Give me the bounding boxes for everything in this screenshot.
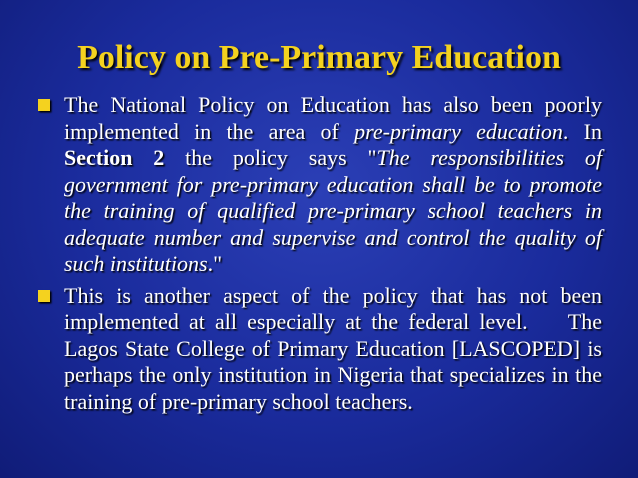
policy-quote: The responsibilities of government for pre-primary education shall be to promote the training of qualified pre-primary school teachers in adequate number and supervise and control the quality of such institutions (64, 145, 602, 276)
bullet-list (36, 92, 608, 415)
bullet-text-part: The National Policy on Education has also been poorly implemented in the area of (64, 92, 602, 144)
bullet-text-part: . In (562, 118, 603, 144)
square-bullet-icon (38, 99, 50, 111)
bullet-text-italic: pre-primary education (354, 118, 563, 144)
bullet-item-policy-implementation (36, 92, 602, 278)
slide-title: Policy on Pre-Primary Education (77, 39, 561, 76)
bullet-item-lascoped (36, 282, 608, 416)
section-reference: Section 2 (64, 145, 165, 170)
bullet-text-part: ." (207, 251, 223, 276)
bullet-text: This is another aspect of the policy that has not been implemented at all especially at the federal level. The Lagos State College of Primary Education [LASCOPED] is perhaps the only institution in Nigeria that specializes in the training of pre-primary school teachers. (64, 282, 608, 414)
bullet-text-part: the policy says " (164, 145, 377, 170)
square-bullet-icon (38, 290, 50, 302)
